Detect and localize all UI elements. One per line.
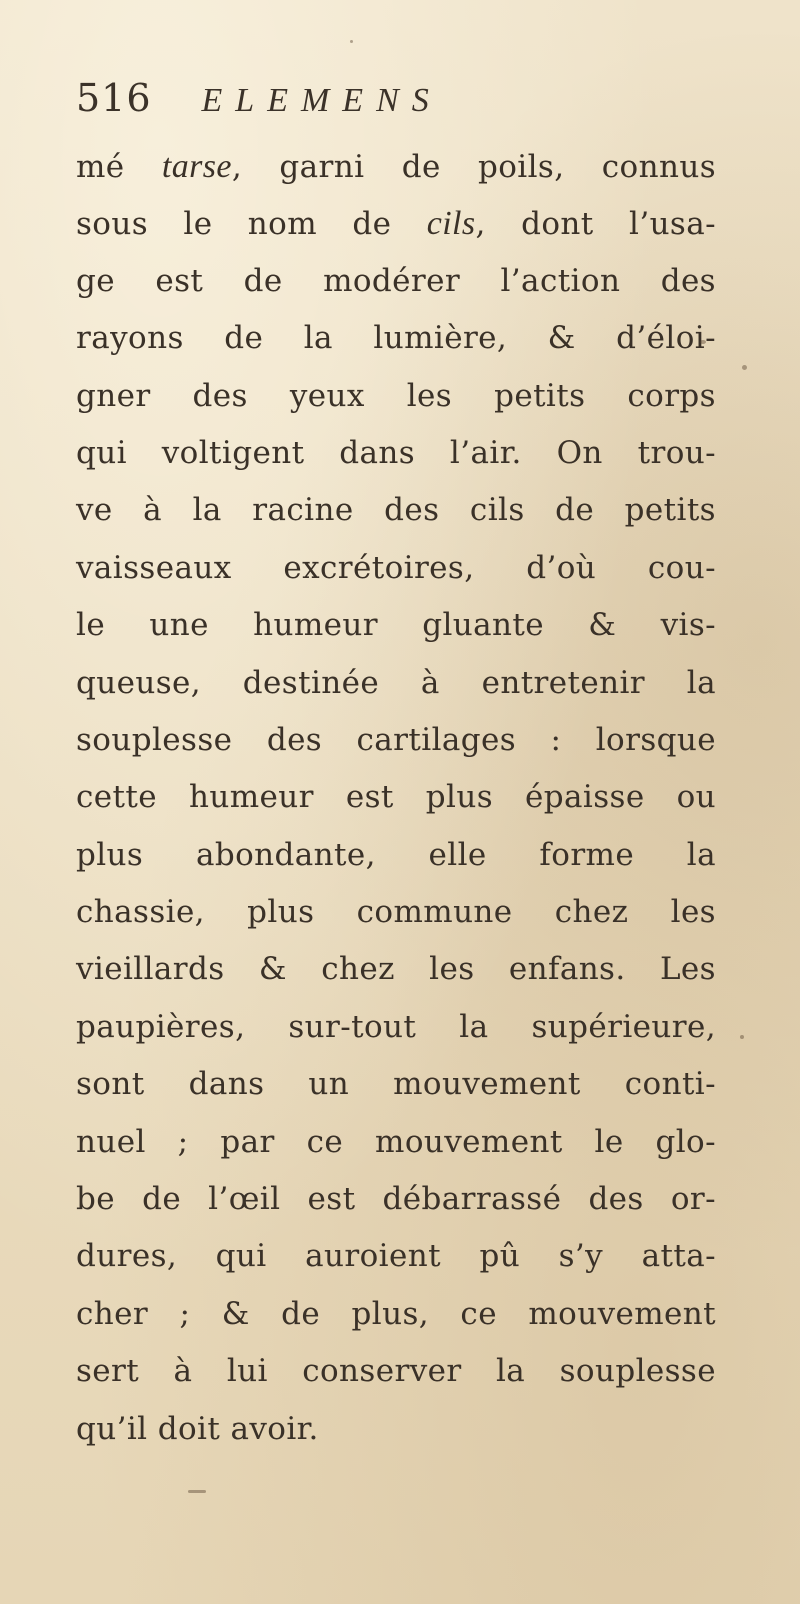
text-run: dures, qui auroient pû s’y atta- <box>76 1238 716 1275</box>
text-run: souplesse des cartilages : lorsque <box>76 721 716 758</box>
paper-speck <box>188 1490 206 1493</box>
text-run: vaisseaux excrétoires, d’où cou- <box>76 549 716 586</box>
text-line <box>76 769 716 826</box>
text-line <box>76 310 716 367</box>
page-number: 516 <box>76 76 152 120</box>
text-line <box>76 597 716 654</box>
text-line <box>76 253 716 310</box>
text-run: qu’il doit avoir. <box>76 1410 319 1447</box>
text-run: , dont l’usa- <box>475 206 717 243</box>
text-run: ve à la racine des cils de petits <box>76 492 716 529</box>
text-run: qui voltigent dans l’air. On trou- <box>76 434 716 471</box>
text-line <box>76 1343 716 1400</box>
text-line <box>76 425 716 482</box>
text-line <box>76 1286 716 1343</box>
text-run: ge est de modérer l’action des <box>76 262 716 299</box>
text-run: mé <box>76 149 162 185</box>
running-head <box>76 76 536 136</box>
text-line <box>76 712 716 769</box>
text-run: , garni de poils, connus <box>231 149 717 185</box>
running-title: ELEMENS <box>201 82 442 119</box>
italic-term: tarse <box>161 148 232 185</box>
text-line <box>76 195 716 252</box>
text-run: sont dans un mouvement conti- <box>76 1066 716 1103</box>
text-line <box>76 482 716 539</box>
text-run: cette humeur est plus épaisse ou <box>76 779 716 816</box>
text-line <box>76 138 716 195</box>
text-line <box>76 827 716 884</box>
text-run: cher ; & de plus, ce mouvement <box>76 1295 716 1332</box>
text-run: sous le nom de <box>76 206 427 243</box>
text-line <box>76 884 716 941</box>
text-run: vieillards & chez les enfans. Les <box>76 951 716 988</box>
paper-speck <box>700 340 706 344</box>
body-text <box>76 138 716 1458</box>
text-run: sert à lui conserver la souplesse <box>76 1353 716 1390</box>
text-run: le une humeur gluante & vis- <box>76 607 716 644</box>
text-run: paupières, sur-tout la supérieure, <box>76 1008 716 1045</box>
text-run: gner des yeux les petits corps <box>76 377 716 414</box>
text-run: be de l’œil est débarrassé des or- <box>76 1181 716 1218</box>
paper-speck <box>740 1035 744 1039</box>
text-line <box>76 999 716 1056</box>
text-run: queuse, destinée à entretenir la <box>76 664 716 701</box>
text-line <box>76 1401 716 1458</box>
italic-term: cils <box>426 205 476 243</box>
text-line <box>76 368 716 425</box>
text-line <box>76 1171 716 1228</box>
text-run: chassie, plus commune chez les <box>76 894 716 931</box>
text-run: nuel ; par ce mouvement le glo- <box>76 1123 716 1160</box>
paper-speck <box>742 365 747 370</box>
text-line <box>76 1056 716 1113</box>
paper-speck <box>350 40 353 43</box>
text-line <box>76 655 716 712</box>
text-run: plus abondante, elle forme la <box>76 836 716 873</box>
text-line <box>76 540 716 597</box>
text-line <box>76 1114 716 1171</box>
text-line <box>76 1228 716 1285</box>
text-line <box>76 941 716 998</box>
text-run: rayons de la lumière, & d’éloi- <box>76 320 716 357</box>
